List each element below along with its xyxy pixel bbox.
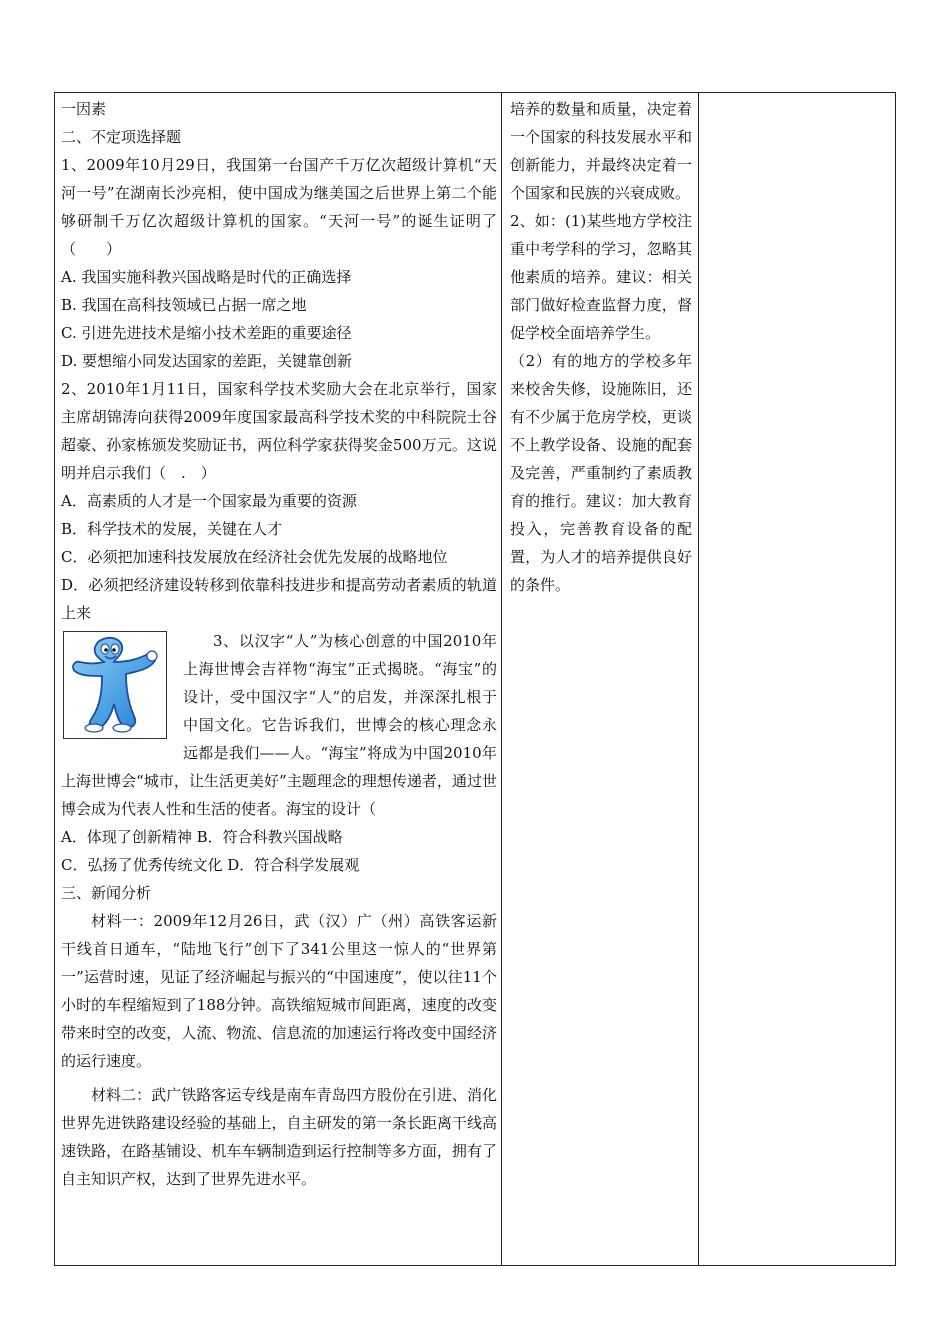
intro-line: 一因素 <box>61 100 107 118</box>
question-2: 2、2010年1月11日，国家科学技术奖励大会在北京举行，国家主席胡锦涛向获得2009年度国家最高科学技术奖的中科院院士谷超豪、孙家栋颁发奖励证书，两位科学家获得奖金500万元。这说明并启示我们（ . ） <box>61 380 497 482</box>
middle-column <box>502 93 699 1266</box>
answer-paragraph: 培养的数量和质量，决定着一个国家的科技发展水平和创新能力，并最终决定着一个国家和民族的兴衰成败。 <box>510 100 692 202</box>
option-d: D．必须把经济建设转移到依靠科技进步和提高劳动者素质的轨道上来 <box>61 576 497 622</box>
option-b: B．科学技术的发展，关键在人才 <box>61 520 283 538</box>
option-d: D. 要想缩小同发达国家的差距，关键靠创新 <box>61 352 353 370</box>
option-c: C．必须把加速科技发展放在经济社会优先发展的战略地位 <box>61 548 448 566</box>
content-table <box>54 92 896 1266</box>
option-a: A. 我国实施科教兴国战略是时代的正确选择 <box>61 268 352 286</box>
table-row <box>55 93 896 1266</box>
option-a: A．高素质的人才是一个国家最为重要的资源 <box>61 492 357 510</box>
question-1: 1、2009年10月29日，我国第一台国产千万亿次超级计算机“天河一号”在湖南长沙亮相，使中国成为继美国之后世界上第二个能够研制千万亿次超级计算机的国家。“天河一号”的诞生证明了（ ） <box>61 156 497 258</box>
right-column <box>699 93 896 1266</box>
answer-paragraph: （2）有的地方的学校多年来校舍失修，设施陈旧，还有不少属于危房学校，更谈不上教学设备、设施的配套及完善，严重制约了素质教育的推行。建议：加大教育投入，完善教育设备的配置，为人才的培养提供良好的条件。 <box>510 352 692 594</box>
answer-paragraph: 2、如：(1)某些地方学校注重中考学科的学习，忽略其他素质的培养。建议：相关部门做好检查监督力度，督促学校全面培养学生。 <box>510 212 692 342</box>
image-frame <box>63 631 167 739</box>
section-heading: 二、不定项选择题 <box>61 128 182 146</box>
left-column <box>55 93 502 1266</box>
material-2: 材料二：武广铁路客运专线是南车青岛四方股份在引进、消化世界先进铁路建设经验的基础上，自主研发的第一条长距离干线高速铁路，在路基铺设、机车车辆制造到运行控制等多方面，拥有了自主知识产权，达到了世界先进水平。 <box>61 1086 497 1188</box>
haibao-mascot-icon <box>64 632 164 736</box>
option-b: B. 我国在高科技领域已占据一席之地 <box>61 296 307 314</box>
option-c: C. 引进先进技术是缩小技术差距的重要途径 <box>61 324 352 342</box>
haibao-image <box>63 631 173 743</box>
section-heading: 三、新闻分析 <box>61 884 152 902</box>
option-row: A．体现了创新精神 B．符合科教兴国战略 <box>61 828 343 846</box>
option-row: C．弘扬了优秀传统文化 D．符合科学发展观 <box>61 856 360 874</box>
question-3-text: 3、以汉字“人”为核心创意的中国2010年上海世博会吉祥物“海宝”正式揭晓。“海宝”的设计，受中国汉字“人”的启发，并深深扎根于中国文化。它告诉我们，世博会的核心理念永远都是我们——人。“海宝”将成为中国2010年上海世博会“城市，让生活更美好”主题理念的理想传递者，通过世博会成为代表人性和生活的使者。海宝的设计（ <box>61 632 497 818</box>
material-1: 材料一：2009年12月26日，武（汉）广（州）高铁客运新干线首日通车，“陆地飞行”创下了341公里这一惊人的“世界第一”运营时速，见证了经济崛起与振兴的“中国速度”，使以往11个小时的车程缩短到了188分钟。高铁缩短城市间距离，速度的改变带来时空的改变，人流、物流、信息流的加速运行将改变中国经济的运行速度。 <box>61 912 497 1070</box>
